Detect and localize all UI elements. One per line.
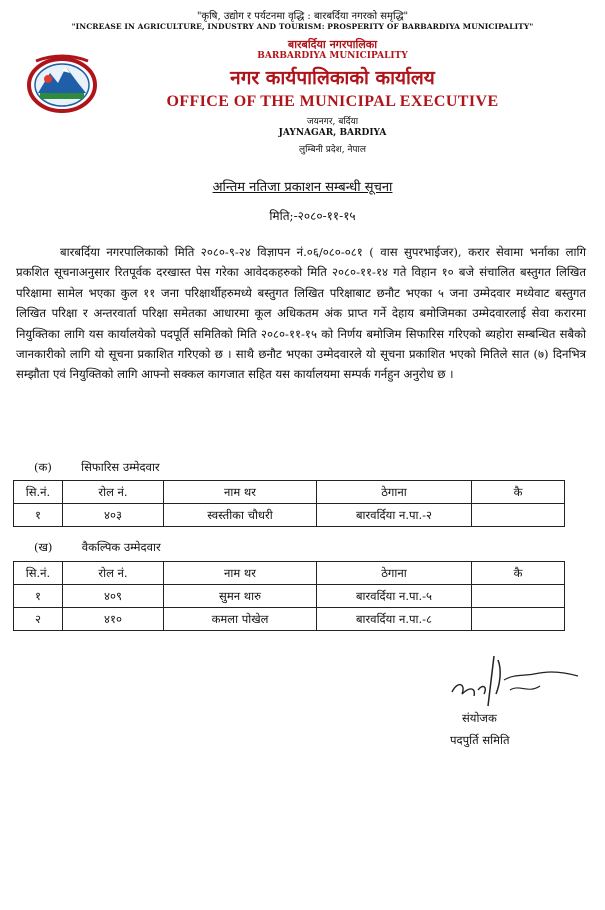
handwritten-signature-icon	[448, 650, 588, 710]
table-header-row	[14, 481, 565, 504]
notice-subject: अन्तिम नतिजा प्रकाशन सम्बन्धी सूचना	[212, 180, 393, 195]
office-title-english: OFFICE OF THE MUNICIPAL EXECUTIVE	[166, 93, 499, 110]
slogan-nepali: "कृषि, उद्योग र पर्यटनमा वृद्धि : बारबर्दिया नगरको समृद्धि"	[196, 11, 409, 22]
cell-name: सुमन थारु	[164, 585, 317, 608]
province: लुम्बिनी प्रदेश, नेपाल	[299, 145, 366, 155]
table-header-row	[14, 562, 565, 585]
col-name: नाम थर	[164, 562, 317, 585]
col-roll: रोल नं.	[63, 481, 164, 504]
col-roll: रोल नं.	[63, 562, 164, 585]
cell-roll: ४०३	[63, 504, 164, 527]
cell-remarks	[472, 585, 565, 608]
notice-body: बारबर्दिया नगरपालिकाको मिति २०८०-९-२४ विज्ञापन नं.०६/०८०-०८१ ( वास सुपरभाईजर), करार सेवामा भर्नाका लागि प्रकशित सूचनाअनुसार रितपूर्वक दरखास्त पेस गरेका आवेदकहरुको मिति २०८०-११-१४ गते विहान १० बजे संचालित बस्तुगत लिखित परिक्षामा सामेल भएका कुल ११ जना परिक्षार्थीहरुमध्ये बस्तुगत लिखित परिक्षाबाट छनौट भएका ५ जना उम्मेदवार मध्येवाट बस्तुगत लिखित परिक्षा र अन्तरवार्ता परिक्षा समेतका आधारमा कूल अधिकतम अंक प्राप्त गर्ने देहाय बमोजिमका उम्मेदवारलाई सेवा करारमा नियुक्तिका लागि यस कार्यालयेको पदपूर्ति समितिको मिति २०८०-११-१५ को निर्णय बमोजिम सिफारिस गरिएको ब्यहोरा सम्बन्धित सबैको जानकारीको लागि यो सूचना प्रकाशित गरिएको छ । साथै छनौट भएका उम्मेदवारले यो सूचना प्रकाशित भएको मितिले सात (७) दिनभित्र सम्झौता एवं नियुक्तिको लागि आफ्नो सक्कल कागजात सहित यस कार्यालयमा सम्पर्क गर्नहुन अनुरोध छ ।	[16, 245, 586, 382]
alternate-table	[13, 561, 565, 631]
notice-date: मिति;-२०८०-११-१५	[269, 209, 356, 223]
col-address: ठेगाना	[317, 481, 472, 504]
cell-serial: १	[14, 504, 63, 527]
cell-serial: २	[14, 608, 63, 631]
place-english: JAYNAGAR, BARDIYA	[278, 128, 387, 138]
col-remarks: कै	[472, 562, 565, 585]
signatory-committee: पदपुर्ति समिति	[450, 733, 510, 747]
recommended-label	[34, 460, 160, 475]
recommended-table	[13, 480, 565, 527]
col-remarks: कै	[472, 481, 565, 504]
recommended-prefix: (क)	[34, 460, 52, 474]
table-row	[14, 608, 565, 631]
cell-remarks	[472, 608, 565, 631]
col-serial: सि.नं.	[14, 481, 63, 504]
cell-address: बारवर्दिया न.पा.-५	[317, 585, 472, 608]
office-title-nepali: नगर कार्यपालिकाको कार्यालय	[230, 67, 435, 89]
cell-serial: १	[14, 585, 63, 608]
place-nepali: जयनगर, बर्दिया	[306, 117, 359, 127]
cell-address: बारवर्दिया न.पा.-२	[317, 504, 472, 527]
recommended-title: सिफारिस उम्मेदवार	[81, 460, 160, 474]
municipality-name-nepali: बारबर्दिया नगरपालिका	[287, 38, 378, 51]
slogan-english: "INCREASE IN AGRICULTURE, INDUSTRY AND TOURISM: PROSPERITY OF BARBARDIYA MUNICIPALITY"	[71, 22, 534, 31]
alternate-title: वैकल्पिक उम्मेदवार	[81, 540, 161, 554]
signatory-role: संयोजक	[462, 711, 497, 725]
table-row	[14, 504, 565, 527]
cell-roll: ४०९	[63, 585, 164, 608]
cell-roll: ४१०	[63, 608, 164, 631]
alternate-prefix: (ख)	[34, 540, 53, 554]
col-address: ठेगाना	[317, 562, 472, 585]
cell-remarks	[472, 504, 565, 527]
cell-address: बारवर्दिया न.पा.-८	[317, 608, 472, 631]
col-serial: सि.नं.	[14, 562, 63, 585]
alternate-label	[34, 540, 161, 555]
municipality-name-english: BARBARDIYA MUNICIPALITY	[257, 51, 408, 61]
cell-name: स्वस्तीका चौधरी	[164, 504, 317, 527]
cell-name: कमला पोखेल	[164, 608, 317, 631]
col-name: नाम थर	[164, 481, 317, 504]
table-row	[14, 585, 565, 608]
